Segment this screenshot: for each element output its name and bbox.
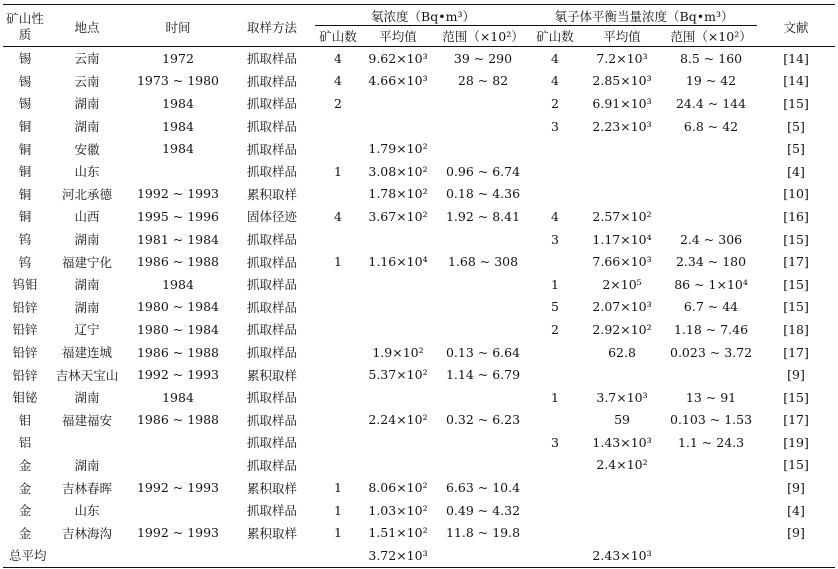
cell-radon-mine-count: 1 bbox=[334, 502, 342, 518]
cell-radon-mine-count bbox=[315, 544, 361, 567]
cell-progeny-mine-count: 4 bbox=[551, 50, 559, 66]
cell-radon-range bbox=[435, 228, 531, 251]
cell-progeny-range bbox=[665, 499, 757, 522]
cell-mineral: 钨 bbox=[18, 232, 32, 248]
cell-radon-mean: 2.24×10² bbox=[368, 412, 428, 428]
cell-mineral: 铜 bbox=[18, 164, 32, 180]
cell-reference: [5] bbox=[787, 141, 805, 157]
cell-progeny-mine-count: 3 bbox=[551, 231, 559, 247]
cell-radon-mine-count: 4 bbox=[334, 208, 342, 224]
cell-radon-range: 0.18 ~ 4.36 bbox=[445, 186, 521, 202]
cell-radon-mean: 4.66×10³ bbox=[368, 73, 428, 89]
cell-location: 河北承德 bbox=[61, 186, 112, 202]
cell-time: 1980 ~ 1984 bbox=[136, 299, 220, 315]
table-row bbox=[3, 250, 835, 273]
cell-time: 1973 ~ 1980 bbox=[136, 73, 220, 89]
cell-progeny-mine-count bbox=[531, 521, 579, 544]
cell-radon-range: 0.13 ~ 6.64 bbox=[445, 344, 521, 360]
cell-radon-mine-count: 4 bbox=[334, 73, 342, 89]
cell-progeny-mean bbox=[579, 499, 665, 522]
cell-reference bbox=[757, 544, 835, 567]
cell-mineral: 钨 bbox=[18, 254, 32, 270]
header-progeny-group: 氡子体平衡当量浓度（Bq•m³） bbox=[531, 7, 757, 26]
cell-location: 湖南 bbox=[74, 96, 100, 112]
cell-progeny-range: 2.34 ~ 180 bbox=[675, 254, 747, 270]
cell-radon-mean: 3.72×10³ bbox=[361, 544, 435, 567]
header-radon-range: 范围（×10²） bbox=[435, 26, 531, 47]
cell-radon-mine-count: 4 bbox=[334, 50, 342, 66]
cell-radon-mean: 9.62×10³ bbox=[368, 50, 428, 66]
cell-radon-mean bbox=[361, 92, 435, 115]
cell-progeny-range: 2.4 ~ 306 bbox=[679, 231, 743, 247]
cell-progeny-range: 6.8 ~ 42 bbox=[683, 118, 739, 134]
cell-radon-mean: 1.9×10² bbox=[372, 344, 424, 360]
table-header bbox=[3, 7, 835, 47]
table-row bbox=[3, 521, 835, 544]
table-top-rule bbox=[3, 4, 835, 5]
cell-radon-mine-count bbox=[315, 228, 361, 251]
cell-mineral: 金 bbox=[18, 525, 32, 541]
cell-progeny-mine-count: 2 bbox=[551, 321, 559, 337]
cell-progeny-mine-count bbox=[531, 499, 579, 522]
cell-radon-mine-count bbox=[315, 363, 361, 386]
cell-radon-range bbox=[435, 296, 531, 319]
table-row bbox=[3, 431, 835, 454]
cell-location: 吉林海沟 bbox=[61, 525, 112, 541]
cell-progeny-mean: 7.2×10³ bbox=[596, 50, 648, 66]
table-row bbox=[3, 363, 835, 386]
cell-method: 累积取样 bbox=[246, 525, 297, 541]
table-row bbox=[3, 183, 835, 206]
cell-method: 抓取样品 bbox=[246, 96, 297, 112]
cell-time bbox=[127, 499, 229, 522]
cell-progeny-mine-count: 2 bbox=[551, 95, 559, 111]
cell-location: 云南 bbox=[74, 51, 100, 67]
cell-method: 抓取样品 bbox=[246, 435, 297, 451]
cell-method: 累积取样 bbox=[246, 480, 297, 496]
cell-radon-mean bbox=[361, 431, 435, 454]
cell-reference: [17] bbox=[783, 344, 809, 360]
cell-radon-range: 1.68 ~ 308 bbox=[447, 254, 519, 270]
cell-progeny-mean bbox=[579, 476, 665, 499]
cell-radon-range: 6.63 ~ 10.4 bbox=[445, 480, 521, 496]
cell-progeny-range: 86 ~ 1×10⁴ bbox=[674, 276, 748, 292]
cell-radon-range bbox=[435, 386, 531, 409]
cell-time bbox=[127, 454, 229, 477]
cell-radon-range bbox=[435, 431, 531, 454]
cell-progeny-mine-count bbox=[531, 409, 579, 432]
cell-progeny-mean bbox=[579, 160, 665, 183]
cell-time: 1984 bbox=[162, 276, 194, 292]
cell-time: 1984 bbox=[162, 95, 194, 111]
cell-radon-mine-count bbox=[315, 183, 361, 206]
cell-method: 抓取样品 bbox=[246, 141, 297, 157]
cell-reference: [4] bbox=[787, 163, 805, 179]
cell-method: 抓取样品 bbox=[246, 277, 297, 293]
cell-radon-mine-count: 1 bbox=[334, 480, 342, 496]
cell-time: 1986 ~ 1988 bbox=[136, 412, 220, 428]
cell-time: 1984 bbox=[162, 389, 194, 405]
cell-location: 山东 bbox=[74, 503, 100, 519]
cell-radon-mine-count bbox=[315, 454, 361, 477]
cell-method: 抓取样品 bbox=[246, 322, 297, 338]
cell-method: 抓取样品 bbox=[246, 51, 297, 67]
cell-progeny-mine-count: 1 bbox=[551, 276, 559, 292]
cell-radon-mine-count bbox=[315, 409, 361, 432]
cell-mineral: 铝 bbox=[18, 435, 32, 451]
cell-reference: [15] bbox=[783, 457, 809, 473]
cell-radon-mean bbox=[361, 273, 435, 296]
cell-method: 抓取样品 bbox=[246, 412, 297, 428]
header-location: 地点 bbox=[47, 7, 127, 47]
cell-radon-mine-count: 1 bbox=[334, 163, 342, 179]
cell-radon-mean: 5.37×10² bbox=[368, 367, 428, 383]
cell-reference: [17] bbox=[783, 412, 809, 428]
cell-time bbox=[127, 431, 229, 454]
cell-radon-mine-count bbox=[315, 115, 361, 138]
cell-progeny-mine-count bbox=[531, 250, 579, 273]
cell-mineral: 铅锌 bbox=[12, 322, 38, 338]
cell-radon-mine-count: 2 bbox=[334, 95, 342, 111]
cell-progeny-range: 24.4 ~ 144 bbox=[675, 95, 747, 111]
cell-radon-mean bbox=[361, 386, 435, 409]
cell-progeny-mine-count bbox=[531, 363, 579, 386]
cell-radon-mean: 1.79×10² bbox=[368, 141, 428, 157]
table-row bbox=[3, 296, 835, 319]
header-progeny-mine-count: 矿山数 bbox=[531, 26, 579, 47]
cell-radon-mine-count bbox=[315, 137, 361, 160]
cell-method: 抓取样品 bbox=[246, 457, 297, 473]
cell-time: 1972 bbox=[162, 50, 194, 66]
cell-progeny-mean: 3.7×10³ bbox=[596, 389, 648, 405]
table-row bbox=[3, 92, 835, 115]
cell-radon-mine-count bbox=[315, 386, 361, 409]
cell-time: 1986 ~ 1988 bbox=[136, 344, 220, 360]
cell-progeny-range: 8.5 ~ 160 bbox=[679, 50, 743, 66]
cell-progeny-range: 1.18 ~ 7.46 bbox=[673, 321, 749, 337]
cell-location: 湖南 bbox=[74, 299, 100, 315]
cell-method: 抓取样品 bbox=[246, 299, 297, 315]
table-row bbox=[3, 160, 835, 183]
cell-time: 1992 ~ 1993 bbox=[136, 480, 220, 496]
cell-radon-mean: 1.16×10⁴ bbox=[368, 254, 428, 270]
cell-time: 1986 ~ 1988 bbox=[136, 254, 220, 270]
cell-progeny-range bbox=[665, 476, 757, 499]
cell-radon-range: 1.14 ~ 6.79 bbox=[445, 367, 521, 383]
cell-method: 累积取样 bbox=[246, 186, 297, 202]
table-row bbox=[3, 137, 835, 160]
cell-radon-mine-count: 1 bbox=[334, 254, 342, 270]
cell-mineral: 铅锌 bbox=[12, 367, 38, 383]
cell-progeny-range: 19 ~ 42 bbox=[685, 73, 737, 89]
cell-progeny-mean: 62.8 bbox=[608, 344, 636, 360]
cell-progeny-mean: 2.43×10³ bbox=[579, 544, 665, 567]
cell-method: 累积取样 bbox=[246, 367, 297, 383]
cell-radon-mean: 3.08×10² bbox=[368, 163, 428, 179]
cell-location: 山西 bbox=[74, 209, 100, 225]
cell-radon-range: 1.92 ~ 8.41 bbox=[445, 208, 521, 224]
cell-location: 福建宁化 bbox=[61, 254, 112, 270]
cell-progeny-mean: 1.17×10⁴ bbox=[592, 231, 652, 247]
cell-progeny-mine-count bbox=[531, 341, 579, 364]
cell-location: 湖南 bbox=[74, 277, 100, 293]
cell-reference: [15] bbox=[783, 95, 809, 111]
cell-location: 吉林天宝山 bbox=[55, 367, 119, 383]
cell-mineral: 金 bbox=[18, 457, 32, 473]
cell-radon-mean: 3.67×10² bbox=[368, 208, 428, 224]
cell-progeny-mean bbox=[579, 137, 665, 160]
cell-mineral: 铜 bbox=[18, 119, 32, 135]
header-reference: 文献 bbox=[757, 7, 835, 47]
cell-progeny-mine-count: 4 bbox=[551, 73, 559, 89]
cell-progeny-mean: 2×10⁵ bbox=[602, 276, 642, 292]
cell-radon-range bbox=[435, 273, 531, 296]
header-radon-group: 氡浓度（Bq•m³） bbox=[315, 7, 531, 26]
cell-progeny-range bbox=[665, 521, 757, 544]
cell-reference: [16] bbox=[783, 208, 809, 224]
table-row bbox=[3, 70, 835, 93]
cell-progeny-mean: 1.43×10³ bbox=[592, 434, 652, 450]
table-row bbox=[3, 228, 835, 251]
cell-mineral: 总平均 bbox=[3, 544, 47, 567]
cell-radon-mean bbox=[361, 115, 435, 138]
table-row bbox=[3, 454, 835, 477]
table-row bbox=[3, 47, 835, 70]
cell-method: 抓取样品 bbox=[246, 164, 297, 180]
cell-progeny-mine-count bbox=[531, 544, 579, 567]
cell-radon-mean: 1.03×10² bbox=[368, 502, 428, 518]
cell-progeny-mine-count: 4 bbox=[551, 208, 559, 224]
cell-radon-mean bbox=[361, 318, 435, 341]
cell-radon-range: 11.8 ~ 19.8 bbox=[445, 525, 521, 541]
cell-time: 1980 ~ 1984 bbox=[136, 321, 220, 337]
cell-radon-range: 28 ~ 82 bbox=[457, 73, 509, 89]
cell-radon-mine-count bbox=[315, 431, 361, 454]
cell-progeny-mine-count: 3 bbox=[551, 118, 559, 134]
cell-location: 湖南 bbox=[74, 390, 100, 406]
cell-progeny-mean bbox=[579, 521, 665, 544]
table-row bbox=[3, 341, 835, 364]
cell-progeny-mine-count: 3 bbox=[551, 434, 559, 450]
cell-progeny-mean: 7.66×10³ bbox=[592, 254, 652, 270]
cell-radon-range: 0.49 ~ 4.32 bbox=[445, 502, 521, 518]
cell-radon-range bbox=[435, 544, 531, 567]
cell-reference: [14] bbox=[783, 73, 809, 89]
cell-reference: [9] bbox=[787, 525, 805, 541]
cell-location: 山东 bbox=[74, 164, 100, 180]
cell-mineral: 铜 bbox=[18, 186, 32, 202]
cell-method: 抓取样品 bbox=[246, 503, 297, 519]
cell-progeny-range bbox=[665, 205, 757, 228]
cell-progeny-mine-count bbox=[531, 476, 579, 499]
cell-progeny-mean: 6.91×10³ bbox=[592, 95, 652, 111]
cell-progeny-range bbox=[665, 544, 757, 567]
table-row bbox=[3, 409, 835, 432]
cell-location: 福建福安 bbox=[61, 412, 112, 428]
cell-progeny-range bbox=[665, 363, 757, 386]
header-mineral: 矿山性质 bbox=[3, 7, 47, 47]
cell-location bbox=[47, 431, 127, 454]
cell-progeny-mean: 2.85×10³ bbox=[592, 73, 652, 89]
cell-progeny-range: 0.103 ~ 1.53 bbox=[670, 412, 753, 428]
cell-progeny-mine-count bbox=[531, 454, 579, 477]
cell-method: 抓取样品 bbox=[246, 73, 297, 89]
cell-method: 抓取样品 bbox=[246, 390, 297, 406]
cell-time: 1984 bbox=[162, 118, 194, 134]
cell-radon-mine-count bbox=[315, 296, 361, 319]
cell-method: 抓取样品 bbox=[246, 232, 297, 248]
cell-radon-mine-count: 1 bbox=[334, 525, 342, 541]
cell-radon-range bbox=[435, 137, 531, 160]
cell-mineral: 铅锌 bbox=[12, 345, 38, 361]
cell-mineral: 铅锌 bbox=[12, 299, 38, 315]
cell-reference: [14] bbox=[783, 50, 809, 66]
header-progeny-mean: 平均值 bbox=[579, 26, 665, 47]
cell-radon-range bbox=[435, 454, 531, 477]
cell-method: 抓取样品 bbox=[246, 345, 297, 361]
cell-mineral: 铜 bbox=[18, 209, 32, 225]
cell-radon-range bbox=[435, 92, 531, 115]
cell-radon-range bbox=[435, 318, 531, 341]
cell-reference: [15] bbox=[783, 276, 809, 292]
cell-radon-range: 0.96 ~ 6.74 bbox=[445, 163, 521, 179]
cell-time: 1992 ~ 1993 bbox=[136, 525, 220, 541]
cell-mineral: 锡 bbox=[18, 73, 32, 89]
cell-mineral: 金 bbox=[18, 480, 32, 496]
cell-reference: [15] bbox=[783, 299, 809, 315]
cell-progeny-range bbox=[665, 137, 757, 160]
cell-reference: [17] bbox=[783, 254, 809, 270]
cell-progeny-mine-count bbox=[531, 183, 579, 206]
header-radon-mean: 平均值 bbox=[361, 26, 435, 47]
cell-radon-mean: 1.78×10² bbox=[368, 186, 428, 202]
header-radon-mine-count: 矿山数 bbox=[315, 26, 361, 47]
cell-time: 1992 ~ 1993 bbox=[136, 186, 220, 202]
cell-reference: [9] bbox=[787, 367, 805, 383]
cell-reference: [15] bbox=[783, 389, 809, 405]
cell-time: 1984 bbox=[162, 141, 194, 157]
cell-radon-range: 0.32 ~ 6.23 bbox=[445, 412, 521, 428]
cell-progeny-mean bbox=[579, 183, 665, 206]
cell-progeny-mine-count: 5 bbox=[551, 299, 559, 315]
cell-progeny-mean: 2.23×10³ bbox=[592, 118, 652, 134]
cell-mineral: 锡 bbox=[18, 96, 32, 112]
cell-mineral: 钨钼 bbox=[12, 277, 38, 293]
cell-progeny-range bbox=[665, 160, 757, 183]
cell-radon-mine-count bbox=[315, 273, 361, 296]
table-row bbox=[3, 318, 835, 341]
cell-reference: [15] bbox=[783, 231, 809, 247]
cell-reference: [18] bbox=[783, 321, 809, 337]
header-time: 时间 bbox=[127, 7, 229, 47]
cell-radon-mean bbox=[361, 454, 435, 477]
cell-mineral: 钼 bbox=[18, 412, 32, 428]
header-progeny-range: 范围（×10²） bbox=[665, 26, 757, 47]
table-row bbox=[3, 544, 835, 567]
cell-radon-mean bbox=[361, 228, 435, 251]
table-row bbox=[3, 476, 835, 499]
cell-location: 湖南 bbox=[74, 232, 100, 248]
table-row bbox=[3, 205, 835, 228]
cell-radon-range: 39 ~ 290 bbox=[453, 50, 513, 66]
cell-mineral: 金 bbox=[18, 503, 32, 519]
cell-method: 固体径迹 bbox=[246, 209, 297, 225]
cell-location: 吉林春晖 bbox=[61, 480, 112, 496]
cell-mineral: 铜 bbox=[18, 141, 32, 157]
cell-progeny-mean: 2.4×10² bbox=[596, 457, 648, 473]
cell-reference: [19] bbox=[783, 434, 809, 450]
cell-progeny-mean bbox=[579, 363, 665, 386]
cell-location: 湖南 bbox=[74, 457, 100, 473]
cell-method: 抓取样品 bbox=[246, 254, 297, 270]
cell-radon-mean: 8.06×10² bbox=[368, 480, 428, 496]
cell-progeny-range: 6.7 ~ 44 bbox=[683, 299, 739, 315]
cell-radon-mine-count bbox=[315, 318, 361, 341]
cell-progeny-range: 13 ~ 91 bbox=[685, 389, 737, 405]
cell-progeny-mine-count: 1 bbox=[551, 389, 559, 405]
cell-radon-mean: 1.51×10² bbox=[368, 525, 428, 541]
cell-progeny-mine-count bbox=[531, 160, 579, 183]
table-row bbox=[3, 386, 835, 409]
cell-progeny-range: 1.1 ~ 24.3 bbox=[677, 434, 745, 450]
table-row bbox=[3, 115, 835, 138]
cell-time: 1995 ~ 1996 bbox=[136, 208, 220, 224]
cell-time bbox=[127, 544, 229, 567]
cell-radon-mean bbox=[361, 296, 435, 319]
cell-reference: [9] bbox=[787, 480, 805, 496]
cell-location: 湖南 bbox=[74, 119, 100, 135]
cell-time: 1992 ~ 1993 bbox=[136, 367, 220, 383]
cell-location: 云南 bbox=[74, 73, 100, 89]
cell-progeny-mean: 59 bbox=[614, 412, 630, 428]
cell-mineral: 钼铋 bbox=[12, 390, 38, 406]
cell-radon-range bbox=[435, 115, 531, 138]
cell-method: 抓取样品 bbox=[246, 119, 297, 135]
cell-radon-mine-count bbox=[315, 341, 361, 364]
cell-method bbox=[229, 544, 315, 567]
cell-progeny-mean: 2.92×10² bbox=[592, 321, 652, 337]
cell-reference: [5] bbox=[787, 118, 805, 134]
cell-reference: [10] bbox=[783, 186, 809, 202]
radon-concentration-table bbox=[3, 7, 835, 568]
table-row bbox=[3, 273, 835, 296]
cell-progeny-range bbox=[665, 454, 757, 477]
cell-time: 1981 ~ 1984 bbox=[136, 231, 220, 247]
cell-progeny-range: 0.023 ~ 3.72 bbox=[670, 344, 753, 360]
table-row bbox=[3, 499, 835, 522]
cell-location bbox=[47, 544, 127, 567]
cell-progeny-mine-count bbox=[531, 137, 579, 160]
cell-reference: [4] bbox=[787, 502, 805, 518]
cell-location: 安徽 bbox=[74, 141, 100, 157]
header-method: 取样方法 bbox=[229, 7, 315, 47]
cell-location: 辽宁 bbox=[74, 322, 100, 338]
cell-time bbox=[127, 160, 229, 183]
cell-progeny-mean: 2.57×10² bbox=[592, 208, 652, 224]
cell-location: 福建连城 bbox=[61, 345, 112, 361]
cell-progeny-range bbox=[665, 183, 757, 206]
cell-mineral: 锡 bbox=[18, 51, 32, 67]
cell-progeny-mean: 2.07×10³ bbox=[592, 299, 652, 315]
table-body bbox=[3, 47, 835, 568]
